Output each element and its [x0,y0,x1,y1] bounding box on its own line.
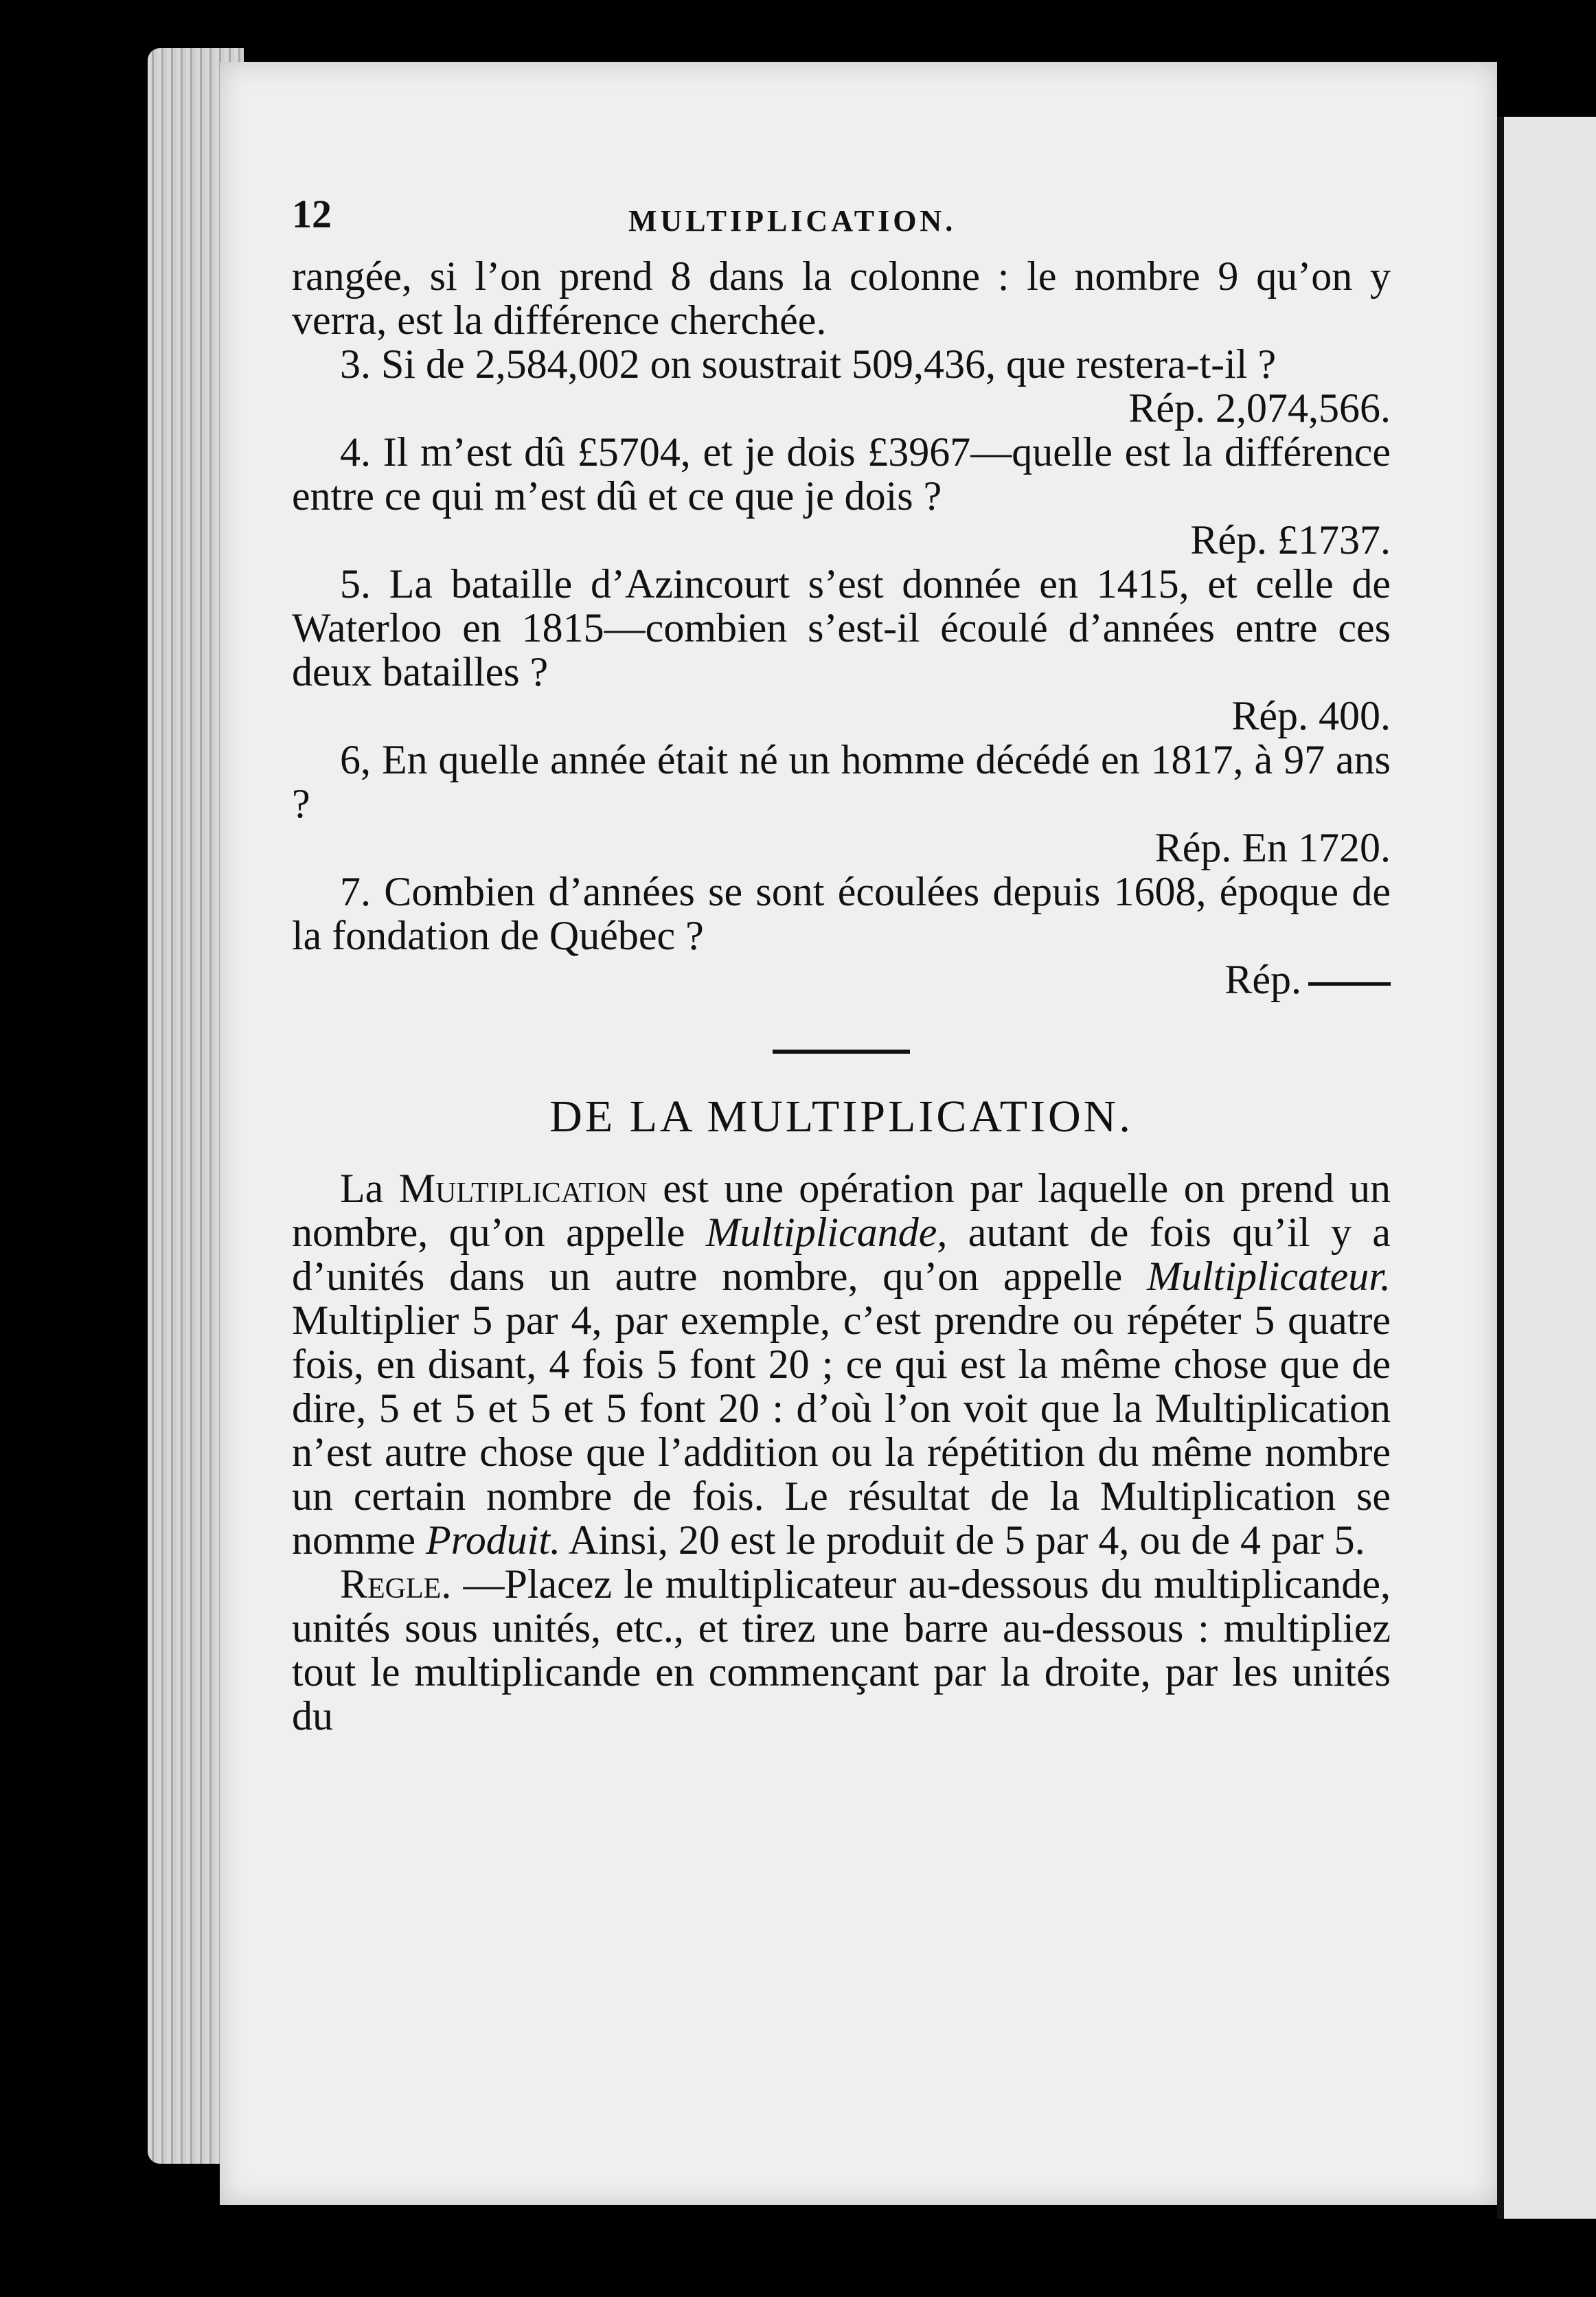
answer-6: Rép. En 1720. [1154,825,1391,870]
exercise-3: 3. Si de 2,584,002 on soustrait 509,436, que restera-t-il ? [340,341,1277,387]
book-page [220,62,1497,2205]
answer-3: Rép. 2,074,566. [1128,385,1391,431]
answer-7-label: Rép. [1224,957,1301,1002]
term-produit: Produit. [425,1517,561,1563]
rule-text: —Placez le multiplicateur au-dessous du multiplicande, unités sous unités, etc., et tirez une barre au-dessous : multipliez tout le multiplicande en commençant par la droite, par les unités du [292,1561,1391,1739]
term-multiplicande: Multiplicande, [705,1210,948,1255]
page-text [292,185,1391,1738]
answer-blank-line [1308,982,1391,986]
definition-paragraph [292,1166,1391,1562]
exercise-5: 5. La bataille d’Azincourt s’est donnée en 1415, et celle de Waterloo en 1815—combien s’est-il écoulé d’années entre ces deux batailles ? [292,561,1391,694]
section-divider [773,1050,910,1054]
rule-paragraph [292,1562,1391,1738]
exercise-7: 7. Combien d’années se sont écoulées depuis 1608, époque de la fondation de Québec ? [292,869,1391,958]
definition-lead: La [340,1166,399,1211]
running-title: MULTIPLICATION. [628,204,957,238]
page-header [292,185,1391,254]
page-number: 12 [292,192,332,236]
term-multiplicateur: Multiplicateur. [1147,1254,1391,1299]
answer-5: Rép. 400. [1231,693,1391,738]
facing-page [1497,117,1596,2219]
exercise-4: 4. Il m’est dû £5704, et je dois £3967—quelle est la différence entre ce qui m’est dû et ce que je dois ? [292,429,1391,519]
answer-4: Rép. £1737. [1190,517,1391,563]
term-multiplication: Multiplication [398,1166,648,1211]
definition-text-d: Ainsi, 20 est le produit de 5 par 4, ou de 4 par 5. [560,1517,1365,1563]
exercise-6: 6, En quelle année était né un homme décédé en 1817, à 97 ans ? [292,737,1391,826]
rule-label: Regle. [340,1561,452,1607]
answer-7 [292,958,1391,1002]
definition-text-a: est une opération par laquelle on prend un nombre, qu’on appelle [292,1166,1391,1255]
definition-text-b: autant de fois qu’il y a d’unités dans un autre nombre, qu’on appelle [292,1210,1391,1299]
definition-text-c: Multiplier 5 par 4, par exemple, c’est prendre ou répéter 5 quatre fois, en disant, 4 fois 5 font 20 ; ce qui est la même chose que de dire, 5 et 5 et 5 et 5 font 20 : d’où l’on voit que la Multiplication n’est autre chose que l’addition ou la répétition du même nombre un certain nombre de fois. Le résultat de la Multiplication se nomme [292,1298,1391,1563]
continuation-text: rangée, si l’on prend 8 dans la colonne : le nombre 9 qu’on y verra, est la différence cherchée. [292,253,1391,343]
section-title: DE LA MULTIPLICATION. [549,1091,1133,1142]
